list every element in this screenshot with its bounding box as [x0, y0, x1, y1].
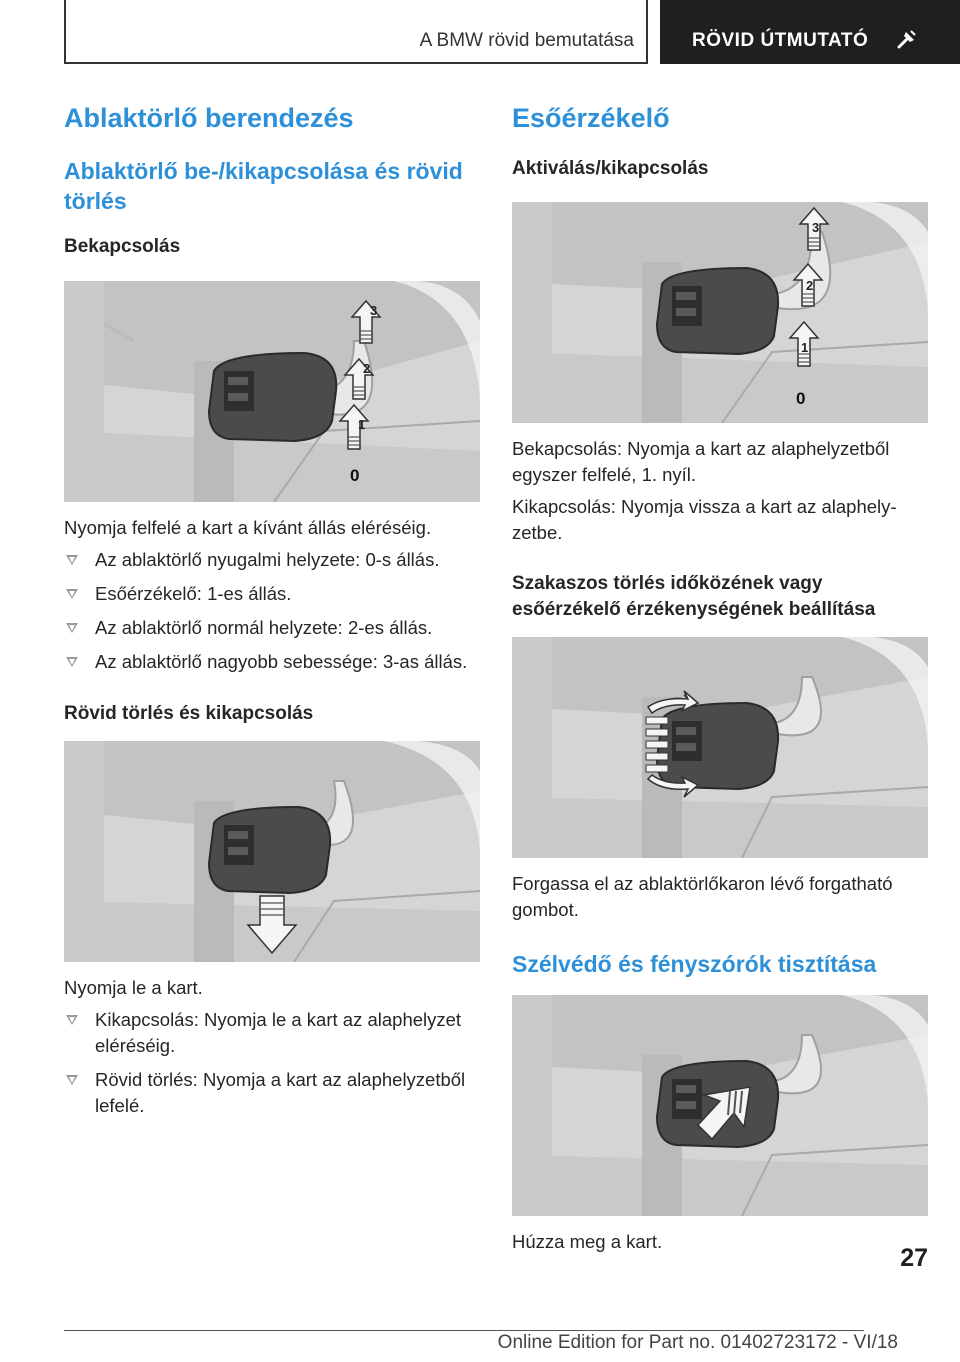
triangle-bullet-icon: [66, 1015, 78, 1025]
fig2-caption: Nyomja le a kart.: [64, 977, 203, 998]
list-item: Kikapcsolás: Nyomja le a kart az alaphelyzet eléréséig.: [64, 1007, 480, 1059]
short-wipe-list: [64, 1007, 480, 1119]
left-column: [64, 100, 480, 1127]
figure-rotary-knob: [512, 637, 928, 858]
heading-short-wipe: Rövid törlés és kikapcsolás: [64, 703, 314, 724]
figure-wiper-up: [64, 281, 480, 502]
heading-interval-sensitivity: Szakaszos törlés időközének vagy esőérzékelő érzékenységének beállítása: [512, 573, 876, 620]
triangle-bullet-icon: [66, 589, 78, 599]
fig1-label-0: 0: [350, 466, 360, 485]
triangle-bullet-icon: [66, 555, 78, 565]
wiper-positions-list: [64, 547, 480, 675]
figure-rain-sensor: [512, 202, 928, 423]
rain-sensor-off-text: Kikapcsolás: Nyomja vissza a kart az alaphelyzetbe.: [512, 496, 897, 543]
rain-sensor-on-text: Bekapcsolás: Nyomja a kart az alaphelyzetből egyszer felfelé, 1. nyíl.: [512, 438, 890, 485]
section-heading-rain-sensor: Esőérzékelő: [512, 103, 670, 133]
fig3-label-2: 2: [806, 278, 814, 293]
fig1-label-1: 1: [358, 417, 366, 432]
heading-activate-deactivate: Aktiválás/kikapcsolás: [512, 158, 709, 179]
fig4-caption: Forgassa el az ablaktörlőkaron lévő forgatható gombot.: [512, 873, 893, 920]
list-item: Rövid törlés: Nyomja a kart az alaphelyzetből lefelé.: [64, 1067, 480, 1119]
wiper-stalk-icon: [896, 28, 918, 55]
section-heading-washer: Szélvédő és fényszórók tisztítása: [512, 951, 877, 977]
fig3-label-1: 1: [801, 340, 809, 355]
subsection-heading-wiper-toggle: Ablaktörlő be-/kikapcsolása és rövid törlés: [64, 158, 463, 214]
fig1-caption: Nyomja felfelé a kart a kívánt állás eléréséig.: [64, 517, 432, 538]
fig3-label-0: 0: [796, 389, 806, 408]
chapter-title: RÖVID ÚTMUTATÓ: [692, 30, 869, 51]
footer-divider: [64, 1330, 864, 1331]
fig1-label-3: 3: [370, 303, 378, 318]
fig1-label-2: 2: [363, 361, 371, 376]
fig5-caption: Húzza meg a kart.: [512, 1231, 663, 1252]
heading-switch-on: Bekapcsolás: [64, 236, 181, 257]
section-heading-wipers: Ablaktörlő berendezés: [64, 103, 354, 133]
right-column: [512, 100, 928, 1255]
list-item: Az ablaktörlő nagyobb sebessége: 3-as állás.: [64, 649, 480, 675]
fig3-label-3: 3: [812, 220, 820, 235]
list-item: Az ablaktörlő normál helyzete: 2-es állás.: [64, 615, 480, 641]
chapter-tab: [660, 0, 960, 64]
page-number: 27: [900, 1244, 928, 1272]
figure-wiper-pull: [512, 995, 928, 1216]
list-item: Esőérzékelő: 1-es állás.: [64, 581, 480, 607]
footer-edition: Online Edition for Part no. 01402723172 - VI/18: [497, 1332, 898, 1353]
section-title: A BMW rövid bemutatása: [419, 30, 634, 51]
triangle-bullet-icon: [66, 623, 78, 633]
triangle-bullet-icon: [66, 657, 78, 667]
header-frame: [64, 0, 648, 64]
triangle-bullet-icon: [66, 1075, 78, 1085]
list-item: Az ablaktörlő nyugalmi helyzete: 0-s állás.: [64, 547, 480, 573]
figure-wiper-down: [64, 741, 480, 962]
